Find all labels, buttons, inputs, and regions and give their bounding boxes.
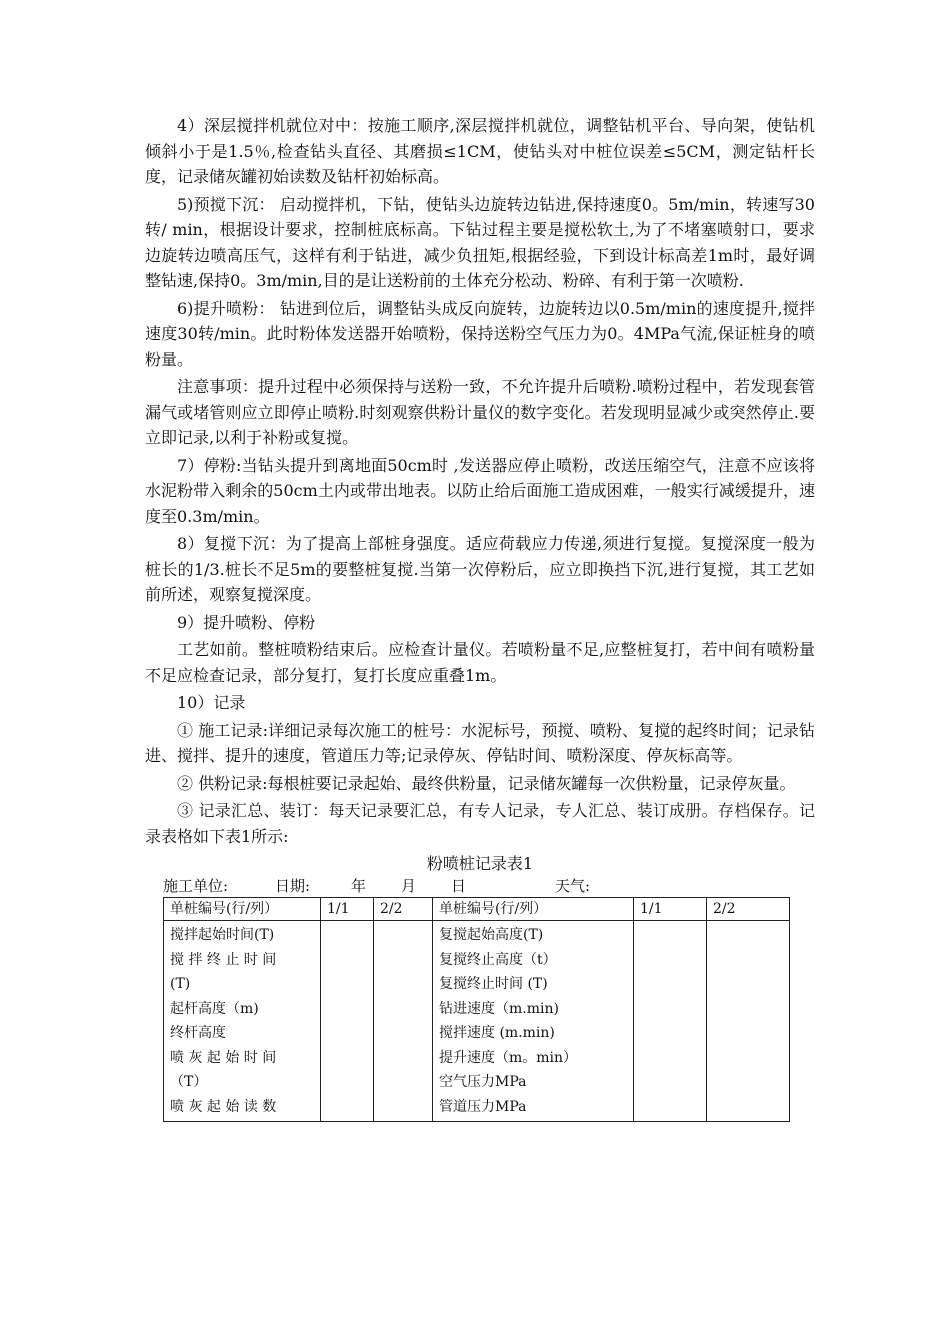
left-row-label: 喷 灰 起 始 时 间 [170,1049,277,1066]
paragraph-step-4: 4）深层搅拌机就位对中：按施工顺序,深层搅拌机就位，调整钻机平台、导向架，使钻机倾斜小于是1.5％,检查钻头直径、其磨损≤1CM，使钻头对中桩位误差≤5CM，测定钻杆长度，记录储灰罐初始读数及钻杆初始标高。 [145,116,815,186]
header-left-c2: 2/2 [374,898,433,921]
paragraph-step-5: 5)预搅下沉： 启动搅拌机，下钻，使钻头边旋转边钻进,保持速度0。5m/min，转速写30转/ min，根据设计要求，控制桩底标高。下钻过程主要是搅松软土,为了不堵塞喷射口，要求边旋转边喷高压气，这样有利于钻进，减少负扭矩,根据经验，下到设计标高差1m时，最好调整钻速,保持0。3m/min,目的是让送粉前的土体充分松动、粉碎、有利于第一次喷粉. [145,194,815,290]
header-left-label: 单桩编号(行/列） [164,898,321,921]
table-title: 粉喷桩记录表1 [426,854,534,873]
meta-weather: 天气: [555,877,591,895]
left-row-label: 搅 拌 终 止 时 间 [170,951,277,968]
paragraph-record-2: ② 供粉记录:每根桩要记录起始、最终供粉量，记录储灰罐每一次供粉量，记录停灰量。 [177,773,796,793]
left-c1-cell [321,921,374,1122]
left-row-label: 搅拌起始时间(T) [170,927,275,943]
right-row-label: 提升速度（m。min） [439,1049,578,1066]
header-right-c2: 2/2 [707,898,790,921]
paragraph-notes: 注意事项：提升过程中必须保持与送粉一致，不允许提升后喷粉.喷粉过程中，若发现套管漏气或堵管则应立即停止喷粉.时刻观察供粉计量仪的数字变化。若发现明显减少或突然停止.要立即记录,以利于补粉或复搅。 [145,377,815,447]
paragraph-step-6: 6)提升喷粉： 钻进到位后，调整钻头成反向旋转，边旋转边以0.5m/min的速度提升,搅拌速度30转/min。此时粉体发送器开始喷粉，保持送粉空气压力为0。4MPa气流,保证桩身的喷粉量。 [145,298,815,369]
right-row-label: 搅拌速度 (m.min) [439,1025,555,1041]
right-row-label: 空气压力MPa [439,1074,527,1090]
paragraph-record-1: ① 施工记录:详细记录每次施工的桩号：水泥标号，预搅、喷粉、复搅的起终时间；记录钻进、搅拌、提升的速度，管道压力等;记录停灰、停钻时间、喷粉深度、停灰标高等。 [145,720,815,765]
right-row-label: 管道压力MPa [439,1098,527,1115]
left-row-label: 喷 灰 起 始 读 数 [170,1098,277,1115]
right-row-label: 复搅终止高度（t） [439,951,557,968]
meta-month: 月 [401,877,417,895]
paragraph-step-7: 7）停粉:当钻头提升到离地面50cm时 ,发送器应停止喷粉，改送压缩空气，注意不应该将水泥粉带入剩余的50cm土内或带出地表。以防止给后面施工造成困难，一般实行减缓提升，速度至0.3m/min。 [145,455,815,526]
right-c2-cell [707,921,790,1122]
meta-day: 日 [451,877,467,895]
document-page [145,113,815,1122]
header-right-label: 单桩编号(行/列） [433,898,634,921]
table-body-row [164,921,790,1122]
meta-year: 年 [351,877,367,895]
paragraph-step-9: 9）提升喷粉、停粉 [177,612,316,632]
right-row-label: 复搅起始高度(T) [439,927,544,943]
table-meta-row [145,875,815,897]
paragraph-step-9-body: 工艺如前。整桩喷粉结束后。应检查计量仪。若喷粉量不足,应整桩复打，若中间有喷粉量不足应检查记录，部分复打，复打长度应重叠1m。 [145,640,815,685]
record-table [163,897,790,1122]
paragraph-step-8: 8）复搅下沉：为了提高上部桩身强度。适应荷载应力传递,须进行复搅。复搅深度一般为桩长的1/3.桩长不足5m的要整桩复搅.当第一次停粉后，应立即换挡下沉,进行复搅，其工艺如前所述，观察复搅深度。 [145,534,815,604]
left-row-label: （T） [170,1074,208,1090]
meta-unit: 施工单位: [163,877,229,895]
right-c1-cell [634,921,707,1122]
right-row-label: 钻进速度（m.min) [439,1000,559,1017]
left-c2-cell [374,921,433,1122]
meta-date: 日期: [275,877,311,895]
header-left-c1: 1/1 [321,898,374,921]
right-row-labels [433,921,634,1122]
left-row-label: (T) [170,976,191,992]
left-row-label: 终杆高度 [170,1025,226,1041]
left-row-label: 起杆高度（m) [170,1000,259,1017]
header-right-c1: 1/1 [634,898,707,921]
paragraph-record-3: ③ 记录汇总、装订：每天记录要汇总，有专人记录，专人汇总、装订成册。存档保存。记录表格如下表1所示: [145,801,815,846]
left-row-labels [164,921,321,1122]
table-header-row [164,898,790,921]
right-row-label: 复搅终止时间 (T) [439,976,548,992]
paragraph-step-10: 10）记录 [177,693,246,712]
